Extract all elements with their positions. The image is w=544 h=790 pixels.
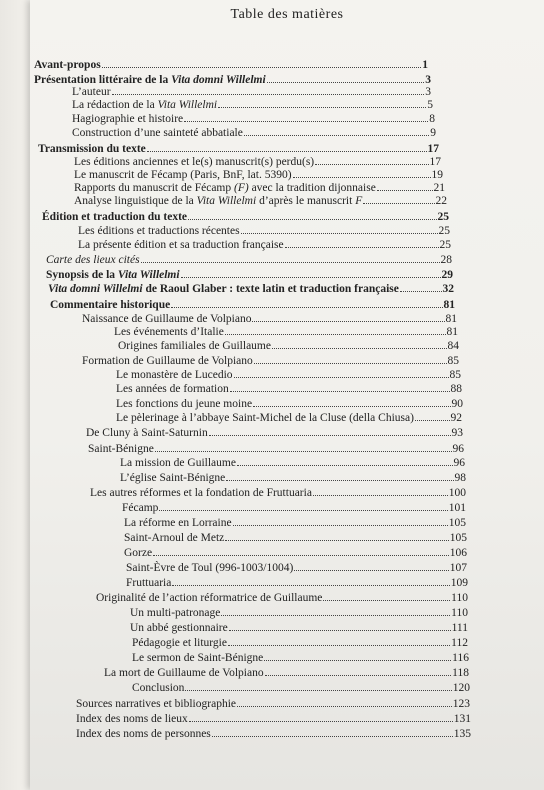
dot-leader — [400, 282, 442, 292]
toc-entry — [126, 576, 468, 590]
toc-page-number: 88 — [450, 383, 462, 395]
toc-entry-label: Pédagogie et liturgie — [132, 637, 227, 649]
dot-leader — [267, 73, 425, 83]
page-title: Table des matières — [230, 7, 344, 22]
toc-entry-label: L’auteur — [72, 86, 111, 98]
toc-entry-label: La réforme en Lorraine — [124, 517, 232, 529]
toc-entry-label: Hagiographie et histoire — [72, 113, 184, 125]
toc-entry — [46, 253, 452, 267]
toc-page-number: 81 — [446, 326, 458, 338]
toc-entry-label: Présentation littéraire de la Vita domni Willelmi — [34, 74, 266, 86]
toc-page-number: 93 — [451, 427, 463, 439]
dot-leader — [323, 591, 450, 601]
dot-leader — [415, 411, 450, 421]
toc-entry — [78, 238, 451, 252]
dot-leader — [315, 155, 428, 165]
toc-page-number: 8 — [429, 113, 435, 125]
dot-leader — [253, 397, 450, 407]
toc-entry-label: Les éditions et traductions récentes — [78, 225, 240, 237]
toc-entry — [124, 546, 467, 560]
toc-page-number: 17 — [427, 143, 439, 155]
toc-entry — [74, 194, 447, 208]
toc-entry-label: Transmission du texte — [38, 143, 146, 155]
toc-entry — [114, 325, 458, 339]
toc-entry — [46, 268, 453, 282]
toc-entry — [76, 727, 471, 741]
toc-page-number: 135 — [453, 728, 471, 740]
toc-entry-label: Saint-Bénigne — [88, 443, 154, 455]
dot-leader — [141, 253, 440, 263]
toc-entry-label: La présente édition et sa traduction française — [78, 239, 284, 251]
toc-entry-label: Origines familiales de Guillaume — [118, 340, 271, 352]
dot-leader — [228, 636, 450, 646]
toc-page-number: 25 — [439, 239, 451, 251]
dot-leader — [363, 194, 434, 204]
toc-entry — [72, 85, 431, 99]
toc-entry — [116, 382, 462, 396]
toc-entry — [76, 712, 471, 726]
dot-leader — [226, 471, 453, 481]
toc-entry-label: Un abbé gestionnaire — [130, 622, 228, 634]
toc-page-number: 110 — [451, 607, 468, 619]
toc-entry — [88, 442, 464, 456]
toc-entry — [122, 501, 466, 515]
toc-page-number: 25 — [438, 225, 450, 237]
toc-entry-label: Les fonctions du jeune moine — [116, 398, 253, 410]
toc-entry-label: Fécamp — [122, 502, 159, 514]
toc-entry-label: Sources narratives et bibliographie — [76, 698, 236, 710]
toc-entry-label: La mort de Guillaume de Volpiano — [104, 667, 264, 679]
dot-leader — [102, 58, 422, 68]
toc-entry-label: Naissance de Guillaume de Volpiano — [82, 313, 252, 325]
toc-entry-label: Analyse linguistique de la Vita Willelmi d’après le manuscrit F — [74, 195, 363, 207]
toc-entry-label: Commentaire historique — [50, 299, 171, 311]
toc-entry — [76, 697, 470, 711]
toc-page-number: 105 — [449, 532, 467, 544]
toc-page-number: 118 — [452, 667, 469, 679]
dot-leader — [237, 697, 452, 707]
toc-entry-label: Vita domni Willelmi de Raoul Glaber : texte latin et traduction française — [48, 283, 399, 295]
toc-page-number: 32 — [442, 283, 454, 295]
dot-leader — [313, 486, 448, 496]
toc-entry — [86, 426, 463, 440]
toc-page-number: 29 — [441, 269, 453, 281]
dot-leader — [189, 712, 453, 722]
toc-page-number: 1 — [422, 59, 428, 71]
dot-leader — [225, 531, 448, 541]
toc-page-number: 90 — [451, 398, 463, 410]
dot-leader — [221, 606, 450, 616]
toc-page-number: 28 — [440, 254, 452, 266]
toc-page-number: 9 — [430, 127, 436, 139]
toc-entry — [120, 456, 465, 470]
toc-entry-label: Les événements d’Italie — [114, 326, 224, 338]
toc-entry — [116, 397, 463, 411]
toc-entry — [124, 516, 466, 530]
toc-entry-label: Édition et traduction du texte — [42, 211, 188, 223]
toc-entry — [48, 282, 454, 296]
toc-entry — [38, 142, 439, 156]
toc-entry — [96, 591, 468, 605]
toc-entry — [116, 411, 462, 425]
toc-entry — [132, 681, 470, 695]
toc-entry-label: Les années de formation — [116, 383, 229, 395]
toc-page-number: 81 — [443, 299, 455, 311]
toc-entry — [72, 126, 436, 140]
dot-leader — [112, 85, 425, 95]
toc-page-number: 131 — [453, 713, 471, 725]
toc-entry — [34, 58, 428, 72]
dot-leader — [172, 576, 449, 586]
dot-leader — [285, 238, 439, 248]
dot-leader — [244, 126, 429, 136]
dot-leader — [155, 442, 452, 452]
toc-entry — [90, 486, 466, 500]
toc-page-number: 5 — [427, 99, 433, 111]
toc-entry — [78, 224, 450, 238]
dot-leader — [171, 298, 442, 308]
toc-entry-label: Le sermon de Saint-Bénigne — [132, 652, 264, 664]
dot-leader — [293, 168, 431, 178]
toc-entry-label: Index des noms de personnes — [76, 728, 211, 740]
toc-page-number: 17 — [429, 156, 441, 168]
toc-entry — [104, 666, 469, 680]
dot-leader — [264, 651, 451, 661]
toc-entry-label: Le monastère de Lucedio — [116, 369, 233, 381]
toc-page-number: 110 — [451, 592, 468, 604]
dot-leader — [212, 727, 453, 737]
toc-page-number: 3 — [425, 74, 431, 86]
toc-entry — [82, 354, 459, 368]
toc-entry-label: Le pèlerinage à l’abbaye Saint-Michel de la Cluse (della Chiusa) — [116, 412, 414, 424]
toc-entry — [120, 471, 466, 485]
dot-leader — [153, 546, 449, 556]
toc-page-number: 21 — [433, 182, 445, 194]
toc-page-number: 85 — [447, 355, 459, 367]
toc-page-number: 92 — [450, 412, 462, 424]
dot-leader — [209, 426, 451, 436]
toc-entry-label: Saint-Arnoul de Metz — [124, 532, 225, 544]
toc-page-number: 105 — [448, 517, 466, 529]
toc-page-number: 112 — [451, 637, 468, 649]
toc-entry — [74, 168, 443, 182]
toc-entry — [118, 339, 459, 353]
toc-page-number: 84 — [447, 340, 459, 352]
toc-entry — [132, 651, 469, 665]
toc-entry-label: Rapports du manuscrit de Fécamp (F) avec la tradition dijonnaise — [74, 182, 376, 194]
toc-entry — [50, 298, 455, 312]
toc-page-number: 19 — [431, 169, 443, 181]
toc-entry — [42, 210, 449, 224]
dot-leader — [159, 501, 447, 511]
toc-page-number: 123 — [452, 698, 470, 710]
toc-entry-label: Formation de Guillaume de Volpiano — [82, 355, 253, 367]
toc-entry — [130, 621, 468, 635]
toc-entry-label: Les autres réformes et la fondation de Fruttuaria — [90, 487, 312, 499]
toc-entry-label: Avant-propos — [34, 59, 101, 71]
toc-entry-label: Conclusion — [132, 682, 185, 694]
toc-page-number: 3 — [425, 86, 431, 98]
dot-leader — [265, 666, 452, 676]
toc-entry-label: Un multi-patronage — [130, 607, 221, 619]
toc-page-number: 116 — [452, 652, 469, 664]
toc-page-number: 101 — [448, 502, 466, 514]
toc-entry-label: La mission de Guillaume — [120, 457, 236, 469]
toc-page-number: 96 — [452, 443, 464, 455]
toc-page-number: 22 — [435, 195, 447, 207]
toc-entry-label: Fruttuaria — [126, 577, 172, 589]
toc-page-number: 85 — [449, 369, 461, 381]
toc-page-number: 25 — [437, 211, 449, 223]
toc-page-number: 106 — [449, 547, 467, 559]
dot-leader — [241, 224, 438, 234]
dot-leader — [252, 312, 444, 322]
toc-entry-label: Gorze — [124, 547, 153, 559]
toc-entry-label: De Cluny à Saint-Saturnin — [86, 427, 208, 439]
toc-page-number: 100 — [448, 487, 466, 499]
dot-leader — [377, 181, 433, 191]
dot-leader — [147, 142, 427, 152]
toc-page-number: 98 — [454, 472, 466, 484]
dot-leader — [229, 621, 451, 631]
toc-entry-label: Le manuscrit de Fécamp (Paris, BnF, lat. 5390) — [74, 169, 292, 181]
toc-entry — [72, 98, 433, 112]
toc-entry — [82, 312, 457, 326]
toc-entry — [132, 636, 468, 650]
dot-leader — [188, 210, 436, 220]
toc-page-number: 111 — [451, 622, 468, 634]
toc-entry — [74, 155, 441, 169]
toc-page-number: 109 — [450, 577, 468, 589]
toc-entry — [116, 368, 461, 382]
toc-entry-label: Originalité de l’action réformatrice de Guillaume — [96, 592, 323, 604]
toc-entry — [72, 112, 435, 126]
toc-entry-label: Les éditions anciennes et le(s) manuscrit(s) perdu(s) — [74, 156, 315, 168]
toc-entry-label: L’église Saint-Bénigne — [120, 472, 226, 484]
dot-leader — [185, 681, 451, 691]
dot-leader — [218, 98, 426, 108]
toc-entry-label: Carte des lieux cités — [46, 254, 140, 266]
dot-leader — [272, 339, 447, 349]
dot-leader — [294, 561, 448, 571]
toc-entry-label: Saint-Èvre de Toul (996-1003/1004) — [126, 562, 294, 574]
toc-page-number: 107 — [449, 562, 467, 574]
toc-entry-label: La rédaction de la Vita Willelmi — [72, 99, 218, 111]
toc-entry-label: Synopsis de la Vita Willelmi — [46, 269, 180, 281]
toc-entry-label: Construction d’une sainteté abbatiale — [72, 127, 243, 139]
dot-leader — [184, 112, 428, 122]
dot-leader — [254, 354, 447, 364]
dot-leader — [233, 516, 448, 526]
dot-leader — [225, 325, 446, 335]
book-page — [30, 0, 544, 790]
dot-leader — [181, 268, 441, 278]
toc-entry — [124, 531, 467, 545]
toc-entry-label: Index des noms de lieux — [76, 713, 188, 725]
toc-entry — [74, 181, 445, 195]
toc-entry — [130, 606, 468, 620]
toc-entry — [126, 561, 467, 575]
toc-page-number: 81 — [445, 313, 457, 325]
dot-leader — [234, 368, 449, 378]
dot-leader — [230, 382, 450, 392]
dot-leader — [237, 456, 453, 466]
toc-page-number: 96 — [453, 457, 465, 469]
toc-page-number: 120 — [452, 682, 470, 694]
